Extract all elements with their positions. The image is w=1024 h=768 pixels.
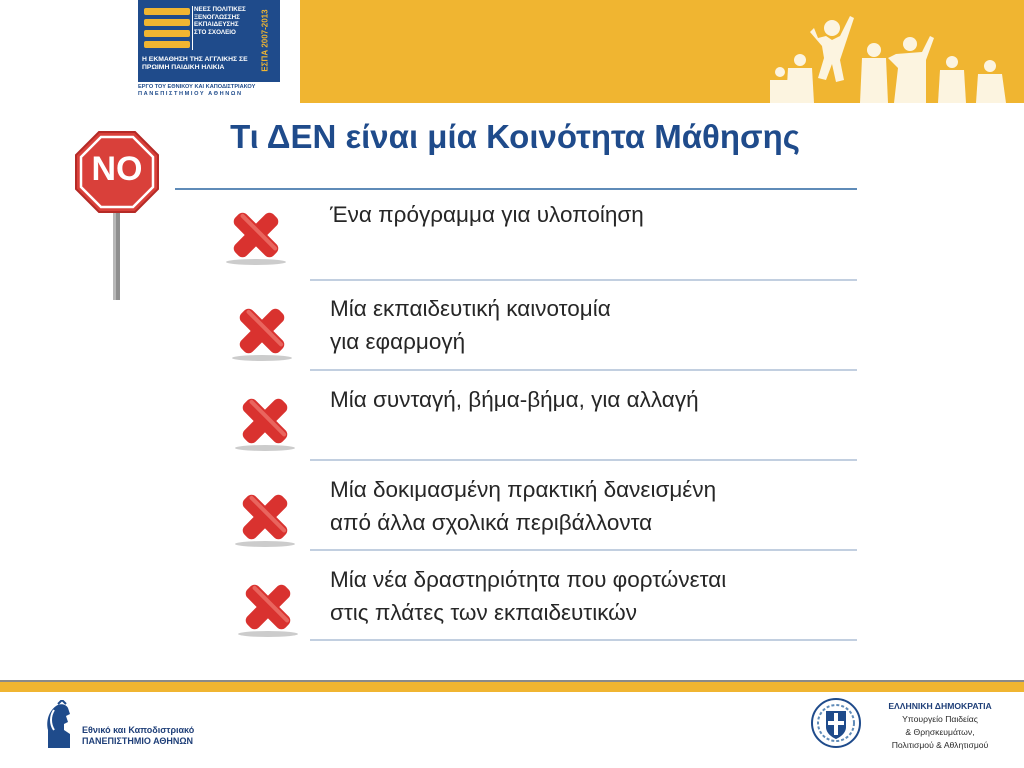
university-caption-line: ΕΡΓΟ ΤΟΥ ΕΘΝΙΚΟΥ ΚΑΙ ΚΑΠΟΔΙΣΤΡΙΑΚΟΥ (138, 84, 256, 90)
espa-logo-line: ΕΚΠΑΙΔΕΥΣΗΣ (194, 21, 239, 29)
footer-band (0, 680, 1024, 692)
header-banner (0, 0, 1024, 103)
list-item-text (330, 563, 850, 629)
list-item-text (330, 292, 850, 358)
footer-ministry-name (870, 700, 1010, 752)
list-item (310, 563, 857, 639)
university-caption-line: ΠΑΝΕΠΙΣΤΗΜΙΟΥ ΑΘΗΝΩΝ (138, 91, 243, 97)
x-mark-icon (230, 302, 294, 362)
espa-logo-text (194, 6, 258, 36)
page-title: Τι ΔΕΝ είναι μία Κοινότητα Μάθησης (230, 118, 800, 155)
row-divider (310, 459, 857, 461)
logo-divider (192, 6, 193, 50)
x-mark-icon (233, 488, 297, 548)
footer-university-line: ΠΑΝΕΠΙΣΤΗΜΙΟ ΑΘΗΝΩΝ (82, 736, 194, 746)
list-item (310, 292, 857, 370)
list-item-text (330, 198, 850, 231)
list-item-line: Μία νέα δραστηριότητα που φορτώνεται (330, 567, 727, 592)
row-divider (310, 639, 857, 641)
espa-program-logo (138, 0, 280, 82)
list-item-line: για εφαρμογή (330, 329, 466, 354)
list-item-line: Μία συνταγή, βήμα-βήμα, για αλλαγή (330, 387, 699, 412)
espa-logo-line: ΣΤΟ ΣΧΟΛΕΙΟ (194, 28, 236, 36)
row-divider (310, 279, 857, 281)
stop-sign-label: NO (91, 150, 143, 188)
footer-ministry-line: & Θρησκευμάτων, (905, 727, 975, 737)
espa-years-text: ΕΣΠΑ 2007-2013 (260, 9, 270, 72)
list-item-line: στις πλάτες των εκπαιδευτικών (330, 600, 637, 625)
list-item (310, 198, 857, 278)
footer-ministry-line: Πολιτισμού & Αθλητισμού (891, 740, 989, 750)
x-mark-icon (233, 392, 297, 452)
jumping-kids-silhouette-icon (770, 10, 1024, 103)
espa-subtitle (142, 56, 254, 72)
athena-head-logo-icon (40, 700, 76, 750)
espa-subtitle-line: ΠΡΩΙΜΗ ΠΑΙΔΙΚΗ ΗΛΙΚΙΑ (142, 64, 225, 71)
book-emblem-icon (144, 6, 190, 50)
list-item-text (330, 473, 850, 539)
espa-logo-line: ΞΕΝΟΓΛΩΣΣΗΣ (194, 13, 240, 21)
list-item-line: από άλλα σχολικά περιβάλλοντα (330, 510, 653, 535)
espa-years-label (256, 8, 274, 78)
list-item-line: Μία εκπαιδευτική καινοτομία (330, 296, 611, 321)
list-item-line: Ένα πρόγραμμα για υλοποίηση (330, 202, 644, 227)
row-divider (310, 549, 857, 551)
stop-sign (74, 130, 160, 300)
x-mark-icon (236, 578, 300, 638)
espa-logo-line: ΝΕΕΣ ΠΟΛΙΤΙΚΕΣ (194, 6, 246, 13)
footer-ministry-line: Υπουργείο Παιδείας (902, 714, 978, 724)
list-item (310, 383, 857, 459)
list-item-line: Μία δοκιμασμένη πρακτική δανεισμένη (330, 477, 717, 502)
row-divider (310, 369, 857, 371)
greek-coat-of-arms-icon (810, 697, 862, 749)
footer-university-line: Εθνικό και Καποδιστριακό (82, 725, 195, 735)
footer-ministry-line: ΕΛΛΗΝΙΚΗ ΔΗΜΟΚΡΑΤΙΑ (888, 701, 992, 711)
list-item (310, 473, 857, 549)
header-logo-area (0, 0, 300, 103)
x-mark-icon (224, 206, 288, 266)
university-caption (138, 84, 288, 98)
footer-university-name (82, 725, 194, 747)
espa-subtitle-line: Η ΕΚΜΑΘΗΣΗ ΤΗΣ ΑΓΓΛΙΚΗΣ ΣΕ (142, 56, 248, 63)
list-item-text (330, 383, 850, 416)
title-divider (175, 188, 857, 190)
